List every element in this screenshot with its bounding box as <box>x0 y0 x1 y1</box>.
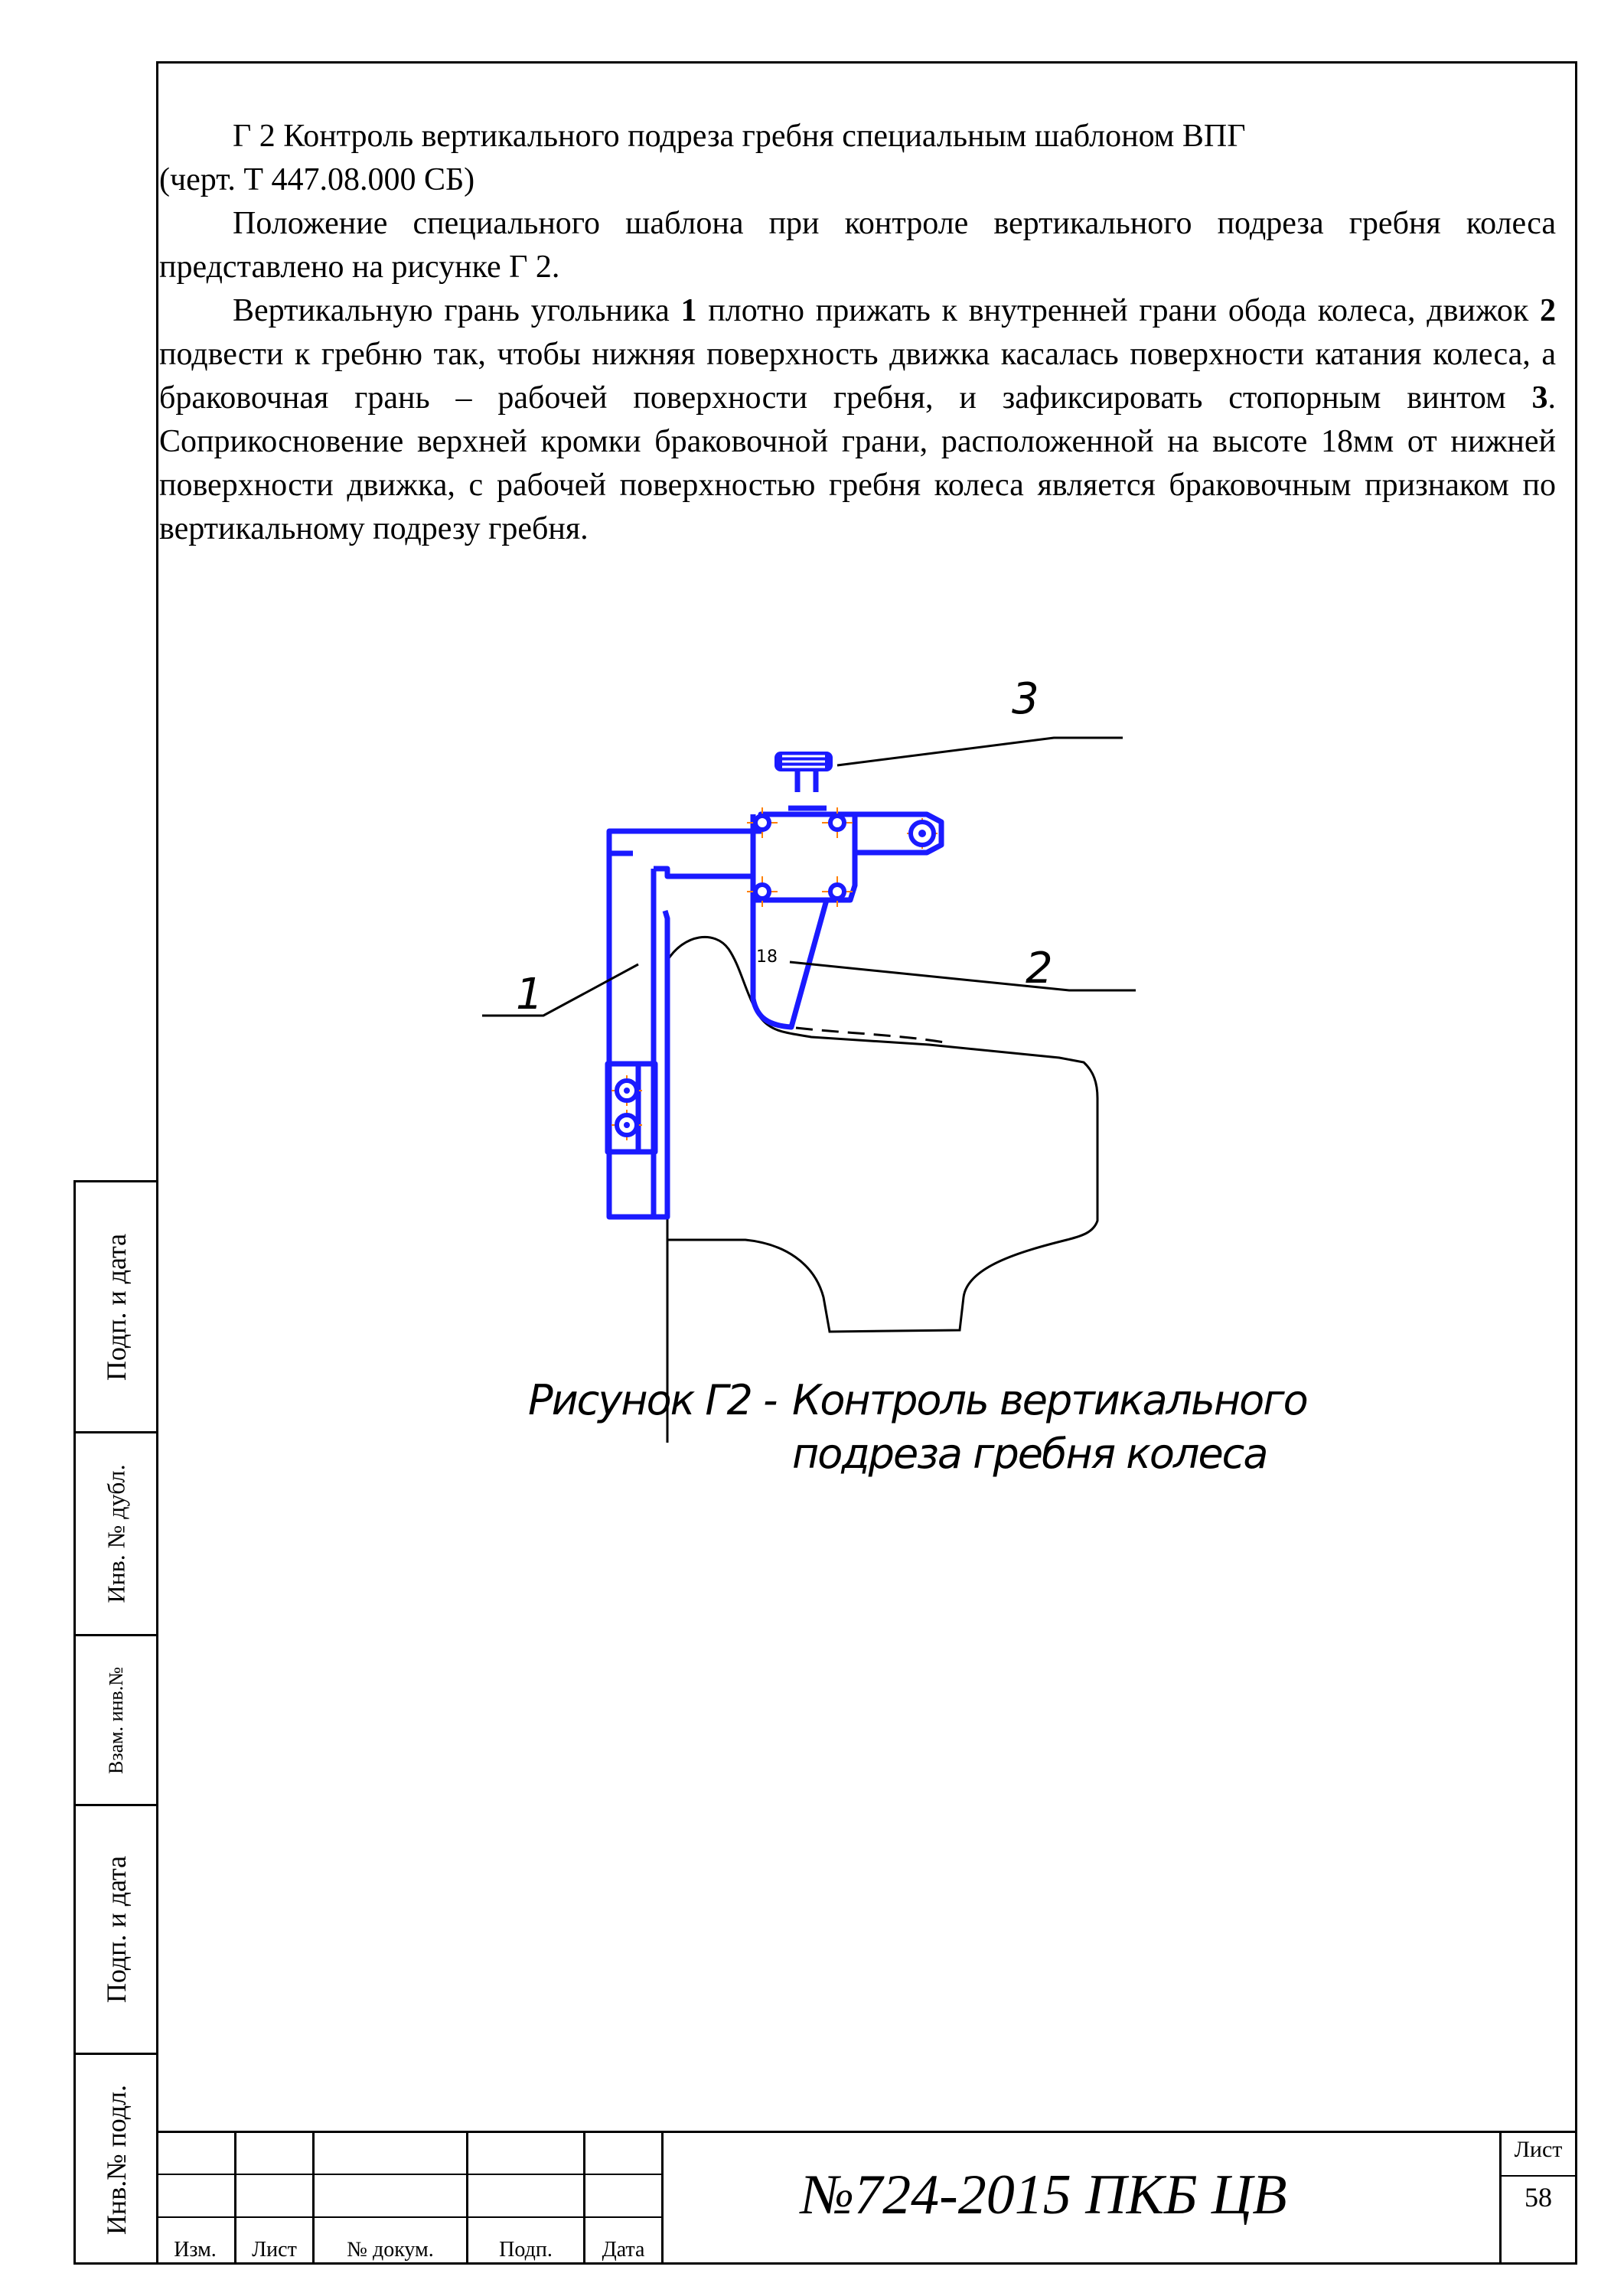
label-2: 2 <box>1026 944 1053 993</box>
paragraph-position: Положение специального шаблона при контроле вертикального подреза гребня колеса представлено на рисунке Г 2. <box>159 206 1556 285</box>
figure-caption <box>528 1374 1307 1481</box>
document-number: №724-2015 ПКБ ЦВ <box>801 2164 1287 2226</box>
caption-line-1: Контроль вертикального <box>792 1376 1307 1424</box>
body-text <box>159 115 1556 551</box>
title-block <box>156 2131 1577 2265</box>
roller-block <box>608 1064 638 1152</box>
paragraph-instructions: Вертикальную грань угольника 1 плотно прижать к внутренней грани обода колеса, движок 2 подвести к гребню так, чтобы нижняя поверхность движка касалась поверхности катания колеса, а браковочная грань – рабочей поверхности гребня, и зафиксировать стопорным винтом 3. Соприкосновение верхней кромки браковочной грани, расположенной на высоте 18мм от нижней поверхности движка, с рабочей поверхностью гребня колеса является браковочным признаком по вертикальному подрезу гребня. <box>159 293 1556 546</box>
hdr-list: Лист <box>252 2238 297 2262</box>
label-1: 1 <box>516 970 543 1019</box>
hdr-izm: Изм. <box>174 2238 217 2262</box>
caption-label: Рисунок Г2 - <box>528 1376 777 1424</box>
label-3: 3 <box>1012 674 1039 724</box>
side-cell-podp-data-bottom: Подп. и дата <box>76 1806 156 2055</box>
leader-1 <box>482 964 638 1016</box>
holes <box>617 816 934 1135</box>
dimension-18: 18 <box>756 947 778 967</box>
gauge-tool <box>608 771 941 1217</box>
paragraph-heading: Г 2 Контроль вертикального подреза гребня специальным шаблоном ВПГ (черт. Т 447.08.000 СБ) <box>159 119 1246 197</box>
screw-stem <box>788 771 827 808</box>
hdr-data: Дата <box>602 2238 645 2262</box>
hole-markers <box>611 807 938 1140</box>
side-cell-vzam-inv: Взам. инв.№ <box>76 1636 156 1806</box>
square-leg <box>609 814 941 1217</box>
slider-body <box>753 814 855 1027</box>
hdr-podp: Подп. <box>499 2238 553 2262</box>
sheet-number: 58 <box>1525 2182 1552 2213</box>
wheel-profile <box>667 937 1097 1443</box>
hdr-n-dokum: № докум. <box>347 2238 434 2262</box>
leader-3 <box>837 738 1123 765</box>
side-cell-inv-podl: Инв.№ подл. <box>100 2084 132 2236</box>
leader-2 <box>790 962 1136 990</box>
side-strip <box>73 1180 156 2265</box>
side-cell-inv-dubl: Инв. № дубл. <box>76 1433 156 1636</box>
side-cell-podp-data-top: Подп. и дата <box>76 1182 156 1433</box>
caption-line-2: подреза гребня колеса <box>792 1430 1267 1478</box>
sheet-label: Лист <box>1514 2137 1563 2162</box>
